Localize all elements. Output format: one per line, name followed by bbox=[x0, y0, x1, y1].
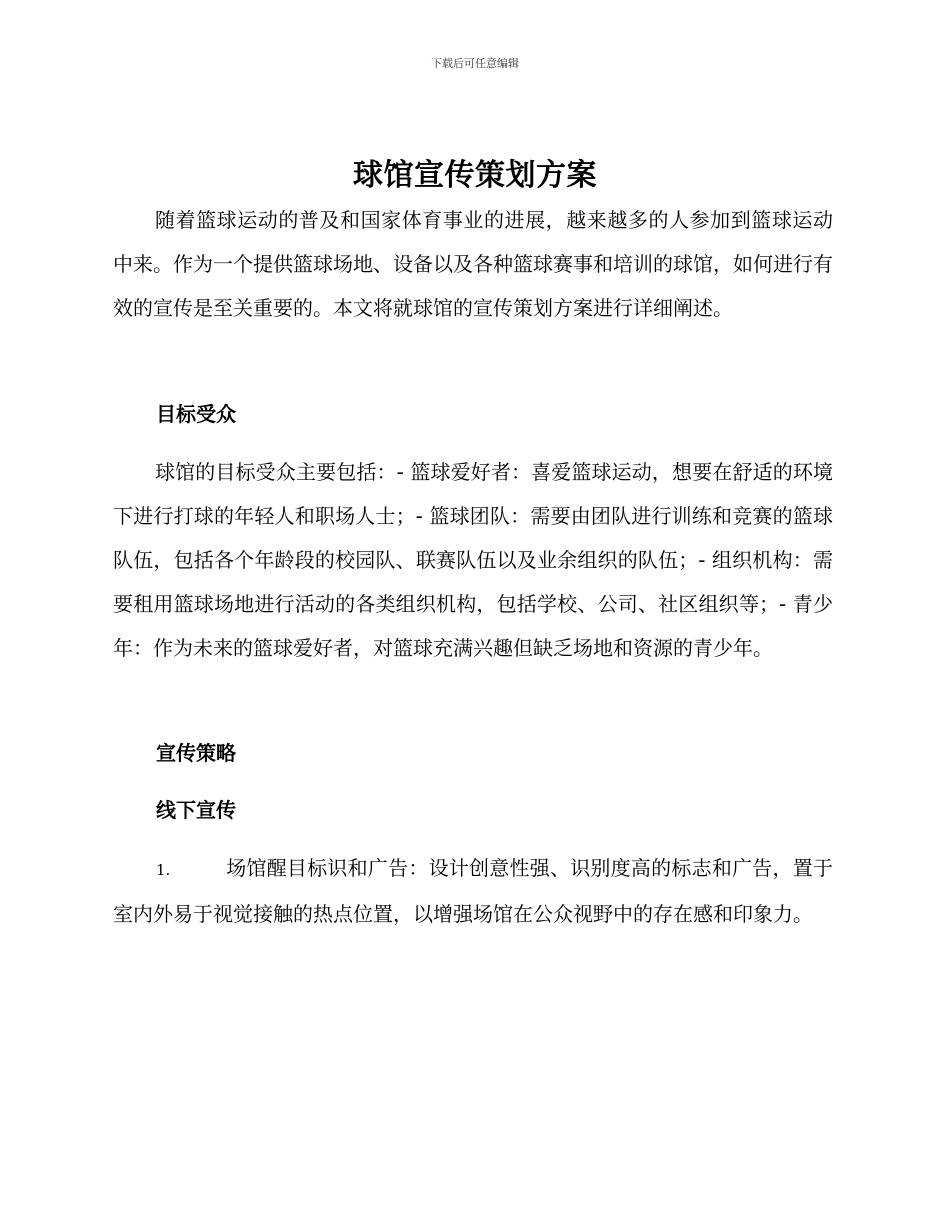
intro-paragraph: 随着篮球运动的普及和国家体育事业的进展，越来越多的人参加到篮球运动中来。作为一个提供篮球场地、设备以及各种篮球赛事和培训的球馆，如何进行有效的宣传是至关重要的。本文将就球馆的宣传策划方案进行详细阐述。 bbox=[113, 208, 833, 320]
section-heading-strategy: 宣传策略 bbox=[156, 741, 236, 765]
list-item-number: 1. bbox=[156, 861, 171, 879]
header-note: 下载后可任意编辑 bbox=[431, 57, 519, 70]
subsection-heading-offline: 线下宣传 bbox=[156, 798, 236, 822]
section-heading-audience: 目标受众 bbox=[156, 402, 236, 426]
audience-paragraph: 球馆的目标受众主要包括：- 篮球爱好者：喜爱篮球运动，想要在舒适的环境下进行打球的年轻人和职场人士；- 篮球团队：需要由团队进行训练和竞赛的篮球队伍，包括各个年龄段的校园队、联赛队伍以及业余组织的队伍；- 组织机构：需要租用篮球场地进行活动的各类组织机构，包括学校、公司、社区组织等；- 青少年：作为未来的篮球爱好者，对篮球充满兴趣但缺乏场地和资源的青少年。 bbox=[113, 460, 833, 660]
list-item bbox=[113, 846, 833, 936]
list-item-text: 场馆醒目标识和广告：设计创意性强、识别度高的标志和广告，置于室内外易于视觉接触的热点位置，以增强场馆在公众视野中的存在感和印象力。 bbox=[113, 856, 833, 926]
document-title: 球馆宣传策划方案 bbox=[353, 158, 597, 193]
